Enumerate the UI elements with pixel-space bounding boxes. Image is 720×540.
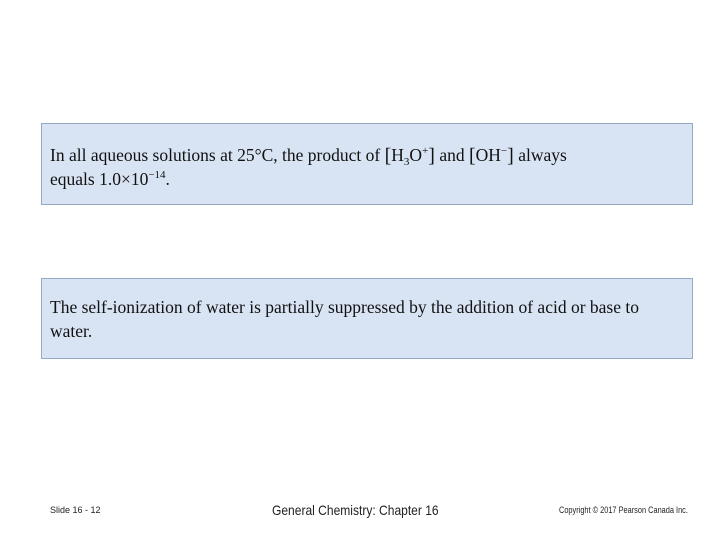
slide-number: Slide 16 - 12 <box>50 505 101 515</box>
self-ionization-statement-box <box>41 278 693 359</box>
statement-line2-suffix: . <box>165 169 170 189</box>
hydronium-subscript: 3 <box>403 156 410 168</box>
hydroxide-charge: − <box>500 145 508 157</box>
statement-line2-prefix: equals 1.0×10 <box>50 169 149 189</box>
self-ionization-text: The self-ionization of water is partially suppressed by the addition of acid or base to water. <box>50 297 639 341</box>
statement-line-2 <box>50 167 684 191</box>
exponent: −14 <box>148 169 166 181</box>
hydroxide-formula: OH <box>475 145 501 165</box>
statement-line-1 <box>50 143 684 167</box>
statement-middle: and <box>434 145 469 165</box>
hydronium-h: H <box>391 145 404 165</box>
footer-title: General Chemistry: Chapter 16 <box>272 502 439 518</box>
statement-suffix: always <box>513 145 567 165</box>
hydronium-o: O <box>409 145 423 165</box>
left-bracket: [ <box>468 145 476 167</box>
right-bracket: ] <box>507 145 514 167</box>
copyright-notice: Copyright © 2017 Pearson Canada Inc. <box>559 505 688 515</box>
left-bracket: [ <box>384 145 392 167</box>
statement-prefix: In all aqueous solutions at 25°C, the product of <box>50 145 385 165</box>
hydronium-charge: + <box>422 145 429 157</box>
right-bracket: ] <box>428 145 435 167</box>
ion-product-statement-box <box>41 123 693 205</box>
